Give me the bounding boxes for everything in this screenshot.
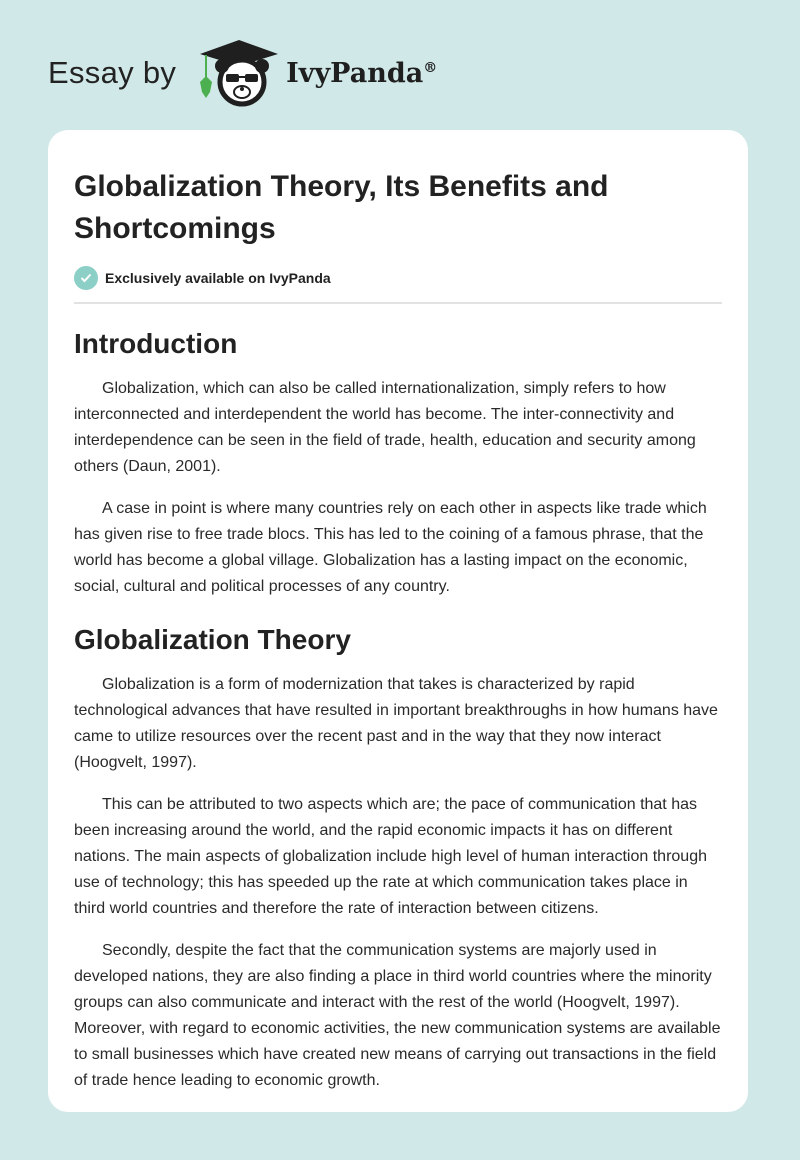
paragraph: Globalization, which can also be called internationalization, simply refers to how interconnected and interdependent the world has become. The inter-connectivity and interdependence can be seen in the field of trade, health, education and security among others (Daun, 2001). (74, 380, 696, 475)
section-heading: Globalization Theory (74, 624, 351, 655)
section-heading: Introduction (74, 328, 238, 359)
essay-by-label: Essay by (48, 55, 177, 90)
paragraph: This can be attributed to two aspects which are; the pace of communication that has been increasing around the world, and the rapid economic impacts it has on different nations. The main aspects of globalization include high level of human interaction through use of technology; this has speeded up the rate at which communication takes place in third world countries and therefore the rate of interaction between citizens. (74, 796, 707, 917)
panda-logo-icon (196, 38, 282, 108)
check-icon (74, 266, 98, 290)
brand-text: IvyPanda (286, 57, 424, 89)
paragraph: A case in point is where many countries rely on each other in aspects like trade which has given rise to free trade blocs. This has led to the coining of a famous phrase, that the world has become a global village. Globalization has a lasting impact on the economic, social, cultural and political processes of any country. (74, 500, 707, 595)
paragraph: Globalization is a form of modernization that takes is characterized by rapid technological advances that have resulted in important breakthroughs in how humans have came to utilize resources over the recent past and in the way that they now interact (Hoogvelt, 1997). (74, 676, 718, 771)
registered-mark: ® (423, 59, 438, 76)
essay-card (48, 130, 748, 1112)
essay-title: Globalization Theory, Its Benefits and Shortcomings (74, 170, 609, 245)
badge-text: Exclusively available on IvyPanda (105, 270, 331, 286)
exclusive-badge (74, 266, 722, 290)
paragraph: Secondly, despite the fact that the communication systems are majorly used in developed nations, they are also finding a place in third world countries where the minority groups can also communicate and interact with the rest of the world (Hoogvelt, 1997). Moreover, with regard to economic activities, the new communication systems are available to small businesses which have created new means of carrying out transactions in the field of trade hence leading to economic growth. (74, 942, 721, 1089)
brand-name (286, 58, 437, 89)
divider (74, 302, 722, 304)
site-header (48, 38, 437, 108)
